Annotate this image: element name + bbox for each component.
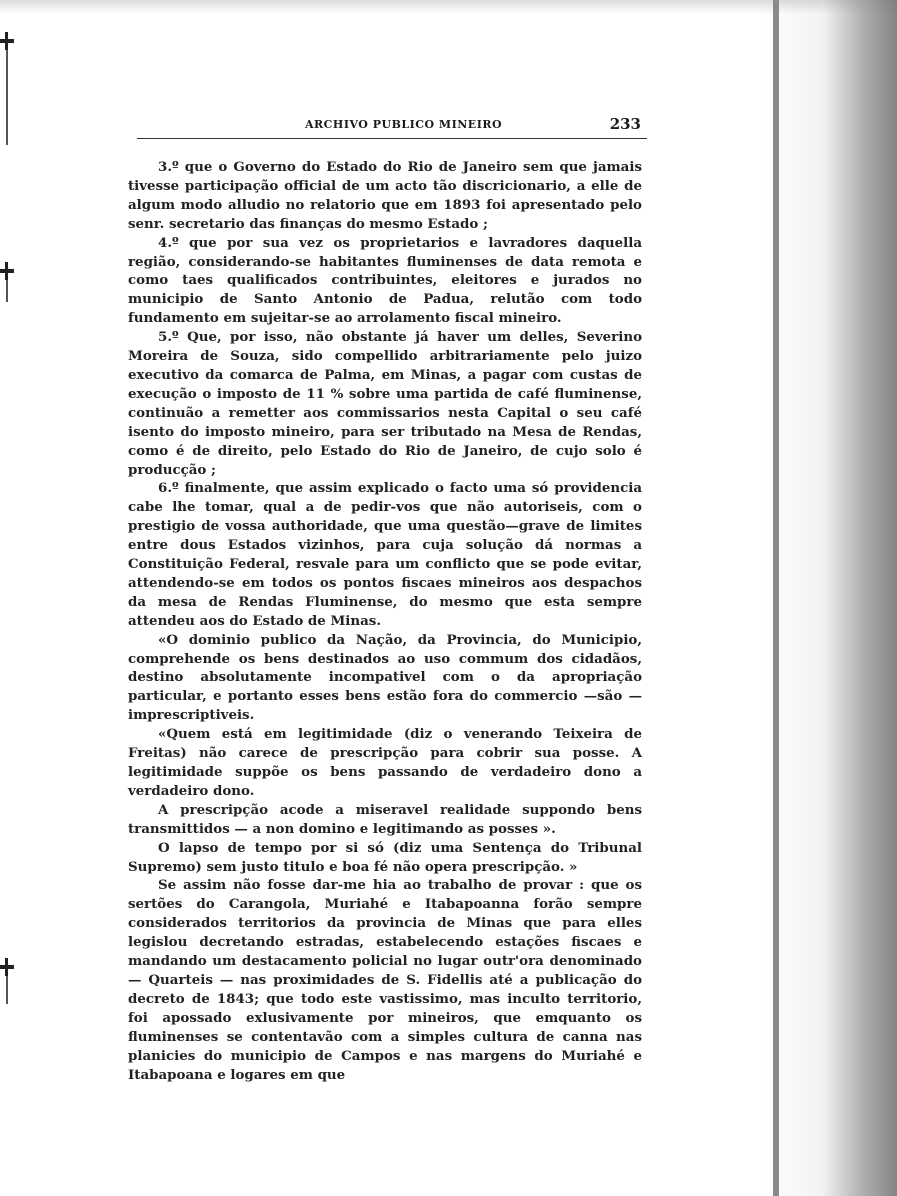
book-spine-shadow: [762, 0, 897, 1196]
paragraph-item-3: 3.º que o Governo do Estado do Rio de Janeiro sem que jamais tivesse participação official de um acto tão discricionario, a elle de algum modo alludio no relatorio que em 1893 foi apresentado pelo senr. secretario das finanças do mesmo Estado ;: [128, 159, 642, 232]
quote-public-domain: «O dominio publico da Nação, da Provincia, do Municipio, comprehende os bens destinados ao uso commum dos cidadãos, destino absolutamente incompativel com o da apropriação particular, e portanto esses bens estão fora do commercio —são — imprescriptiveis.: [128, 631, 642, 724]
page-number: 233: [609, 115, 641, 133]
quote-prescription: A prescripção acode a miseravel realidade suppondo bens transmittidos — a non domino e legitimando as posses ».: [128, 801, 642, 837]
book-spine-line: [773, 0, 779, 1196]
running-title: ARCHIVO PUBLICO MINEIRO: [305, 118, 503, 131]
paragraph-item-5: 5.º Que, por isso, não obstante já haver um delles, Severino Moreira de Souza, sido compellido arbitrariamente pelo juizo executivo da comarca de Palma, em Minas, a pagar com custas de execução o imposto de 11 % sobre uma partida de café fluminense, continuão a remetter aos commissarios nesta Capital o seu café isento do imposto mineiro, para ser tributado na Mesa de Rendas, como é de direito, pelo Estado do Rio de Janeiro, de cujo solo é producção ;: [128, 329, 642, 478]
scan-margin-rule-middle: [6, 280, 8, 302]
quote-supreme-tribunal: O lapso de tempo por si só (diz uma Sentença do Tribunal Supremo) sem justo titulo e boa fé não opera prescripção. »: [128, 839, 642, 875]
body-text: [128, 158, 642, 1084]
paragraph-item-4: 4.º que por sua vez os proprietarios e lavradores daquella região, considerando-se habitantes fluminenses de data remota e como taes qualificados contribuintes, eleitores e jurados no municipio de Santo Antonio de Padua, relutão com todo fundamento em sujeitar-se ao arrolamento fiscal mineiro.: [128, 234, 642, 327]
scan-margin-mark-bottom: [0, 958, 14, 976]
paragraph-argument: Se assim não fosse dar-me hia ao trabalho de provar : que os sertões do Carangola, Muriahé e Itabapoanna forão sempre considerados territorios da provincia de Minas que para elles legislou decretando estradas, estabelecendo estações fiscaes e mandando um destacamento policial no lugar outr'ora denominado— Quarteis — nas proximidades de S. Fidellis até a publicação do decreto de 1843; que todo este vastissimo, mas inculto territorio, foi apossado exlusivamente por mineiros, que emquanto os fluminenses se contentavão com a simples cultura de canna nas planicies do municipio de Campos e nas margens do Muriahé e Itabapoana e logares em que: [128, 877, 642, 1083]
quote-teixeira-de-freitas: «Quem está em legitimidade (diz o venerando Teixeira de Freitas) não carece de prescripção para cobrir sua posse. A legitimidade suppõe os bens passando de verdadeiro dono a verdadeiro dono.: [128, 726, 642, 799]
scan-margin-mark-top: [0, 32, 14, 50]
paragraph-item-6: 6.º finalmente, que assim explicado o facto uma só providencia cabe lhe tomar, qual a de pedir-vos que não autoriseis, com o prestigio de vossa authoridade, que uma questão—grave de limites entre dous Estados vizinhos, para cuja solução dá normas a Constituição Federal, resvale para um conflicto que se pode evitar, attendendo-se em todos os pontos fiscaes mineiros aos despachos da mesa de Rendas Fluminense, do mesmo que esta sempre attendeu aos do Estado de Minas.: [128, 480, 642, 629]
scan-margin-rule-bottom: [6, 976, 8, 1004]
scan-margin-rule-top: [6, 50, 8, 145]
page-header: [137, 115, 647, 139]
scan-margin-mark-middle: [0, 262, 14, 280]
